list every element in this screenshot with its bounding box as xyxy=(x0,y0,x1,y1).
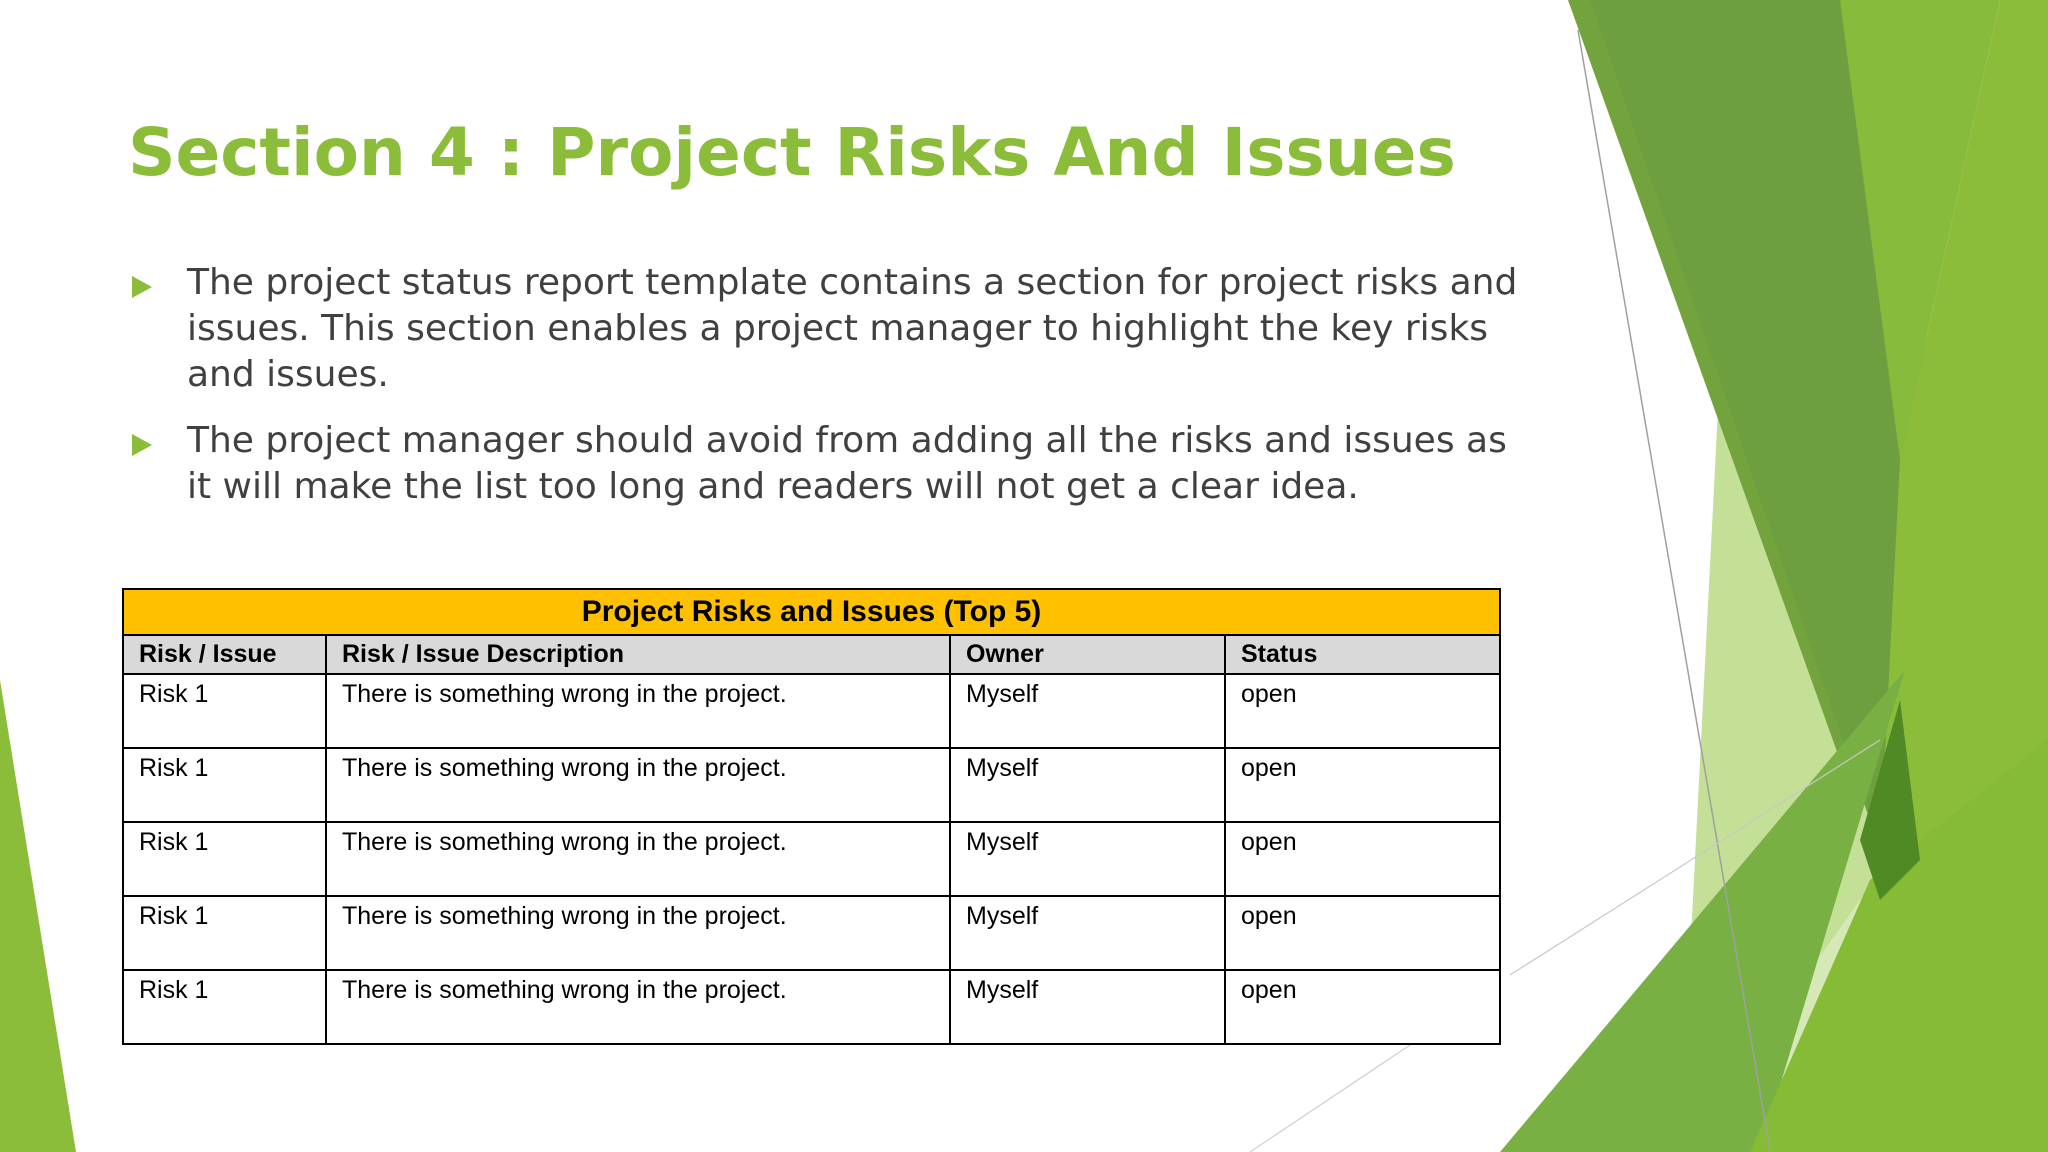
cell-status: open xyxy=(1225,748,1500,822)
cell-status: open xyxy=(1225,674,1500,748)
column-header-risk-issue: Risk / Issue xyxy=(123,635,326,674)
cell-risk-issue: Risk 1 xyxy=(123,748,326,822)
slide-title: Section 4 : Project Risks And Issues xyxy=(128,114,1456,191)
cell-description: There is something wrong in the project. xyxy=(326,674,950,748)
cell-status: open xyxy=(1225,970,1500,1044)
bullet-text-2: The project manager should avoid from adding all the risks and issues as it will make the list too long and readers will not get a clear idea. xyxy=(187,420,1507,507)
cell-owner: Myself xyxy=(950,674,1225,748)
bullet-arrow-icon xyxy=(132,434,152,456)
bullet-arrow-icon xyxy=(132,276,152,298)
table-row xyxy=(123,896,1500,970)
column-header-owner: Owner xyxy=(950,635,1225,674)
table-title: Project Risks and Issues (Top 5) xyxy=(123,589,1500,635)
table-row xyxy=(123,674,1500,748)
cell-owner: Myself xyxy=(950,822,1225,896)
cell-description: There is something wrong in the project. xyxy=(326,970,950,1044)
cell-risk-issue: Risk 1 xyxy=(123,896,326,970)
column-header-description: Risk / Issue Description xyxy=(326,635,950,674)
cell-status: open xyxy=(1225,896,1500,970)
cell-description: There is something wrong in the project. xyxy=(326,822,950,896)
bullet-item-2 xyxy=(128,418,1528,510)
table-row xyxy=(123,748,1500,822)
left-accent-shape xyxy=(0,680,76,1152)
bullet-item-1 xyxy=(128,260,1528,398)
bullet-list xyxy=(128,260,1528,530)
table-title-row xyxy=(123,589,1500,635)
risk-issues-table xyxy=(122,588,1501,1045)
table-header-row xyxy=(123,635,1500,674)
table-row xyxy=(123,970,1500,1044)
cell-risk-issue: Risk 1 xyxy=(123,674,326,748)
cell-owner: Myself xyxy=(950,896,1225,970)
column-header-status: Status xyxy=(1225,635,1500,674)
cell-risk-issue: Risk 1 xyxy=(123,970,326,1044)
cell-description: There is something wrong in the project. xyxy=(326,896,950,970)
decor-line-3 xyxy=(1250,1045,1410,1152)
cell-description: There is something wrong in the project. xyxy=(326,748,950,822)
bullet-text-1: The project status report template contains a section for project risks and issues. This section enables a project manager to highlight the key risks and issues. xyxy=(187,262,1518,395)
cell-risk-issue: Risk 1 xyxy=(123,822,326,896)
cell-status: open xyxy=(1225,822,1500,896)
table-row xyxy=(123,822,1500,896)
cell-owner: Myself xyxy=(950,970,1225,1044)
cell-owner: Myself xyxy=(950,748,1225,822)
